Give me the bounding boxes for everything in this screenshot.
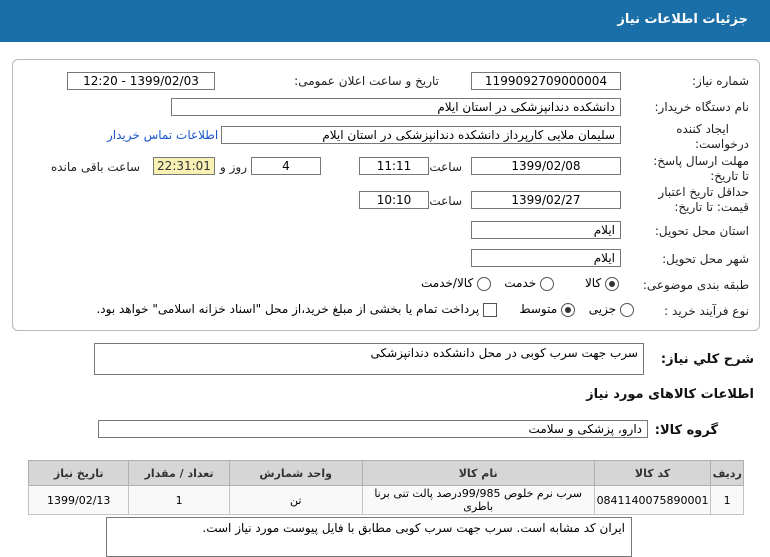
creator-label-line2: درخواست: xyxy=(695,137,749,151)
city-field[interactable]: ایلام xyxy=(471,249,621,267)
checkbox-icon[interactable] xyxy=(483,303,497,317)
need-number-label: شماره نیاز: xyxy=(692,74,749,88)
announce-date-field[interactable]: 1399/02/03 - 12:20 xyxy=(67,72,215,90)
col-goods-name: نام کالا xyxy=(362,461,594,486)
goods-section-title: اطلاعات کالاهای مورد نیاز xyxy=(586,387,754,402)
deadline-date-field[interactable]: 1399/02/08 xyxy=(471,157,621,175)
validity-label-line2: قیمت: تا تاریخ: xyxy=(674,200,749,214)
goods-table xyxy=(28,460,744,515)
col-need-date: تاریخ نیاز xyxy=(29,461,129,486)
col-goods-code: کد کالا xyxy=(594,461,711,486)
validity-label-line1: حداقل تاریخ اعتبار xyxy=(658,185,749,199)
creator-field[interactable]: سلیمان ملایی کارپرداز دانشکده دندانپزشکی در استان ایلام xyxy=(221,126,621,144)
col-row-number: ردیف xyxy=(711,461,744,486)
time-remaining-label: ساعت باقی مانده xyxy=(51,160,141,174)
buyer-description-field: ایران کد مشابه است. سرب جهت سرب کوبی مطابق با فایل پیوست مورد نیاز است. xyxy=(106,517,632,557)
cell-unit: تن xyxy=(229,486,362,515)
summary-label: شرح کلي نياز: xyxy=(660,352,754,367)
creator-label-line1: ایجاد کننده xyxy=(676,122,729,136)
need-number-field[interactable]: 1199092709000004 xyxy=(471,72,621,90)
summary-field: سرب جهت سرب کوبی در محل دانشکده دندانپزشکی xyxy=(94,343,644,375)
treasury-payment-option[interactable]: پرداخت تمام یا بخشی از مبلغ خرید،از محل "اسناد خزانه اسلامی" خواهد بود. xyxy=(96,302,497,317)
table-header-row xyxy=(29,461,744,486)
announce-date-label: تاریخ و ساعت اعلان عمومی: xyxy=(294,74,439,88)
cell-row-number: 1 xyxy=(711,486,744,515)
need-details-panel xyxy=(12,59,760,331)
goods-group-label: گروه کالا: xyxy=(654,423,718,438)
radio-selected-icon[interactable] xyxy=(605,277,619,291)
category-option-goods[interactable]: کالا xyxy=(585,276,619,291)
cell-quantity: 1 xyxy=(129,486,229,515)
page-header xyxy=(0,0,770,42)
cell-need-date: 1399/02/13 xyxy=(29,486,129,515)
validity-date-field[interactable]: 1399/02/27 xyxy=(471,191,621,209)
radio-icon[interactable] xyxy=(477,277,491,291)
col-unit: واحد شمارش xyxy=(229,461,362,486)
days-label: روز و xyxy=(220,160,247,174)
deadline-time-label: ساعت xyxy=(429,160,462,174)
time-remaining-field: 22:31:01 xyxy=(153,157,215,175)
province-field[interactable]: ایلام xyxy=(471,221,621,239)
purchase-option-minor[interactable]: جزیی xyxy=(589,302,634,317)
cell-goods-name: سرب نرم خلوص 99/985درصد پالت تنی برنا باطری xyxy=(362,486,594,515)
deadline-time-field[interactable]: 11:11 xyxy=(359,157,429,175)
category-label: طبقه بندی موضوعی: xyxy=(642,278,749,292)
deadline-label-line1: مهلت ارسال پاسخ: xyxy=(653,154,749,168)
validity-time-label: ساعت xyxy=(429,194,462,208)
page-title: جزئیات اطلاعات نیاز xyxy=(617,12,748,27)
buyer-field[interactable]: دانشکده دندانپزشکی در استان ایلام xyxy=(171,98,621,116)
col-quantity: تعداد / مقدار xyxy=(129,461,229,486)
city-label: شهر محل تحویل: xyxy=(662,252,749,266)
cell-goods-code: 0841140075890001 xyxy=(594,486,711,515)
goods-group-field: دارو، پزشکی و سلامت xyxy=(98,420,648,438)
table-row[interactable] xyxy=(29,486,744,515)
purchase-type-label: نوع فرآیند خرید : xyxy=(664,304,749,318)
validity-time-field[interactable]: 10:10 xyxy=(359,191,429,209)
buyer-label: نام دستگاه خریدار: xyxy=(654,100,749,114)
category-option-service[interactable]: خدمت xyxy=(504,276,554,291)
days-remaining-field[interactable]: 4 xyxy=(251,157,321,175)
purchase-option-medium[interactable]: متوسط xyxy=(519,302,575,317)
deadline-label-line2: تا تاریخ: xyxy=(710,169,749,183)
radio-icon[interactable] xyxy=(540,277,554,291)
province-label: استان محل تحویل: xyxy=(654,224,749,238)
radio-icon[interactable] xyxy=(620,303,634,317)
category-option-goods-service[interactable]: کالا/خدمت xyxy=(421,276,491,291)
radio-selected-icon[interactable] xyxy=(561,303,575,317)
buyer-contact-link[interactable]: اطلاعات تماس خریدار xyxy=(107,128,219,142)
